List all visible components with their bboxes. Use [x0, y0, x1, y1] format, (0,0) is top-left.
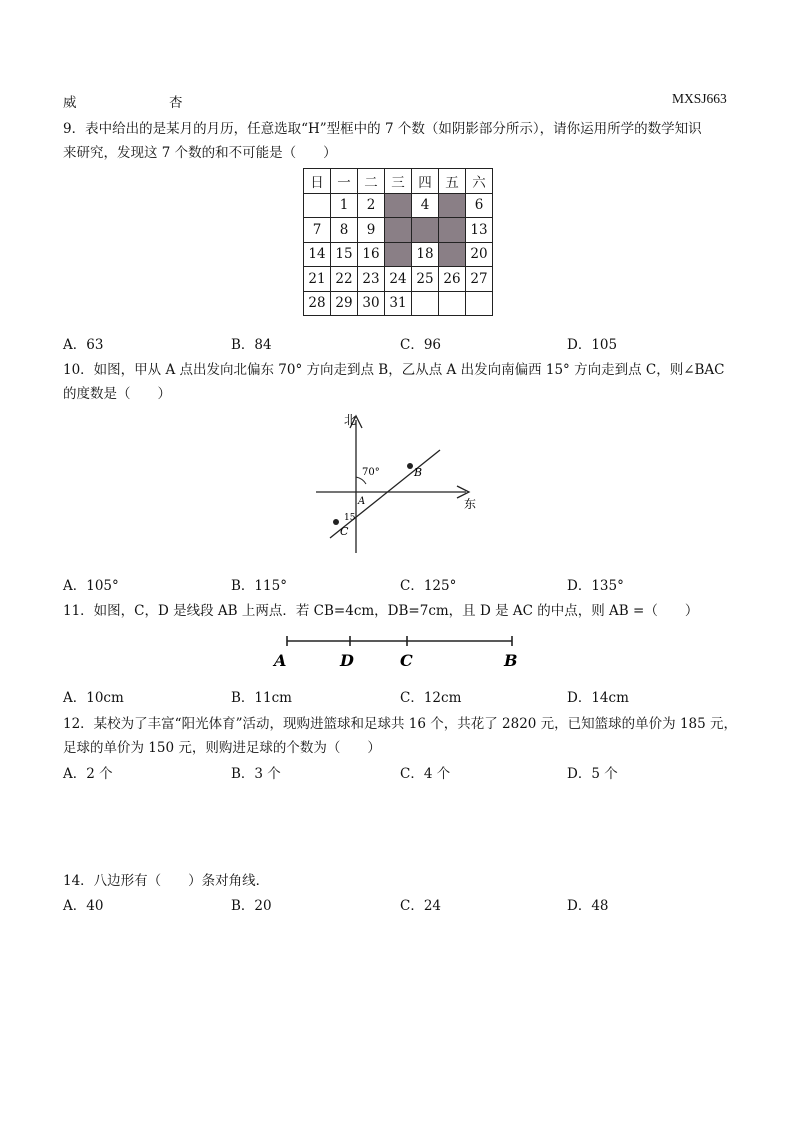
calendar-cell: 14	[304, 242, 331, 267]
angle-label-15: 15	[344, 513, 356, 523]
calendar-cell: 五	[439, 169, 466, 194]
calendar-cell: 9	[358, 218, 385, 243]
calendar-cell: 1	[331, 193, 358, 218]
q10-option-b[interactable]: B．115°	[231, 578, 287, 594]
header-mid: 杏	[169, 95, 183, 111]
header-code: MXSJ663	[672, 91, 727, 106]
q14-text-line1: 14．八边形有（ ）条对角线．	[63, 873, 270, 889]
header-left: 威	[63, 95, 77, 111]
calendar-table	[303, 168, 493, 316]
q10-option-a[interactable]: A．105°	[63, 578, 119, 594]
label-b: B	[414, 466, 423, 479]
compass-figure	[300, 408, 500, 558]
q9-text-line1: 9．表中给出的是某月的月历，任意选取“H”型框中的 7 个数（如阴影部分所示），请你运用所学的数学知识	[63, 121, 702, 137]
q12-option-d[interactable]: D．5 个	[567, 766, 618, 782]
q9-text-line2: 来研究，发现这 7 个数的和不可能是（ ）	[63, 145, 337, 161]
q11-option-d[interactable]: D．14cm	[567, 690, 629, 706]
q12-option-c[interactable]: C．4 个	[400, 766, 451, 782]
calendar-cell: 三	[385, 169, 412, 194]
calendar-cell: 23	[358, 267, 385, 292]
calendar-cell	[466, 291, 493, 316]
calendar-cell: 日	[304, 169, 331, 194]
calendar-cell-shaded	[439, 193, 466, 218]
calendar-cell-shaded	[385, 193, 412, 218]
angle-arc	[356, 477, 366, 484]
calendar-row	[304, 267, 493, 292]
q11-text-line1: 11．如图，C，D 是线段 AB 上两点．若 CB=4cm，DB=7cm，且 D 是 AC 的中点，则 AB =（ ）	[63, 603, 699, 619]
calendar-cell: 30	[358, 291, 385, 316]
segment-figure	[270, 628, 530, 676]
label-c: C	[340, 525, 349, 538]
q10-text-line2: 的度数是（ ）	[63, 386, 171, 402]
calendar-cell: 26	[439, 267, 466, 292]
calendar-cell: 一	[331, 169, 358, 194]
calendar-cell: 22	[331, 267, 358, 292]
calendar-cell: 四	[412, 169, 439, 194]
calendar-cell-shaded	[412, 218, 439, 243]
calendar-cell: 8	[331, 218, 358, 243]
calendar-cell	[304, 193, 331, 218]
q10-text-line1: 10．如图，甲从 A 点出发向北偏东 70° 方向走到点 B，乙从点 A 出发向南偏西 15° 方向走到点 C，则∠BAC	[63, 362, 725, 378]
label-b: B	[504, 651, 518, 670]
calendar-header-row	[304, 169, 493, 194]
calendar-cell: 21	[304, 267, 331, 292]
label-c: C	[400, 651, 413, 670]
calendar-cell-shaded	[439, 218, 466, 243]
calendar-cell: 6	[466, 193, 493, 218]
q11-option-b[interactable]: B．11cm	[231, 690, 292, 706]
q10-option-c[interactable]: C．125°	[400, 578, 457, 594]
calendar-cell: 4	[412, 193, 439, 218]
calendar-cell-shaded	[385, 242, 412, 267]
q10-option-d[interactable]: D．135°	[567, 578, 624, 594]
q11-option-a[interactable]: A．10cm	[63, 690, 124, 706]
calendar-cell	[412, 291, 439, 316]
q12-option-a[interactable]: A．2 个	[63, 766, 113, 782]
point-b	[407, 463, 413, 469]
calendar-row	[304, 291, 493, 316]
q12-text-line2: 足球的单价为 150 元，则购进足球的个数为（ ）	[63, 740, 381, 756]
calendar-cell: 六	[466, 169, 493, 194]
point-c	[333, 519, 339, 525]
calendar-cell: 16	[358, 242, 385, 267]
calendar-cell: 31	[385, 291, 412, 316]
calendar-row	[304, 193, 493, 218]
angle-label-70: 70°	[362, 467, 380, 478]
calendar-cell: 2	[358, 193, 385, 218]
calendar-cell: 13	[466, 218, 493, 243]
calendar-cell	[439, 291, 466, 316]
q11-option-c[interactable]: C．12cm	[400, 690, 462, 706]
label-a: A	[358, 496, 366, 507]
calendar-cell: 27	[466, 267, 493, 292]
q9-option-a[interactable]: A．63	[63, 337, 104, 353]
calendar-cell: 7	[304, 218, 331, 243]
calendar-cell: 18	[412, 242, 439, 267]
calendar-cell: 28	[304, 291, 331, 316]
calendar-cell-shaded	[385, 218, 412, 243]
q14-option-b[interactable]: B．20	[231, 898, 272, 914]
q12-text-line1: 12．某校为了丰富“阳光体育”活动，现购进篮球和足球共 16 个，共花了 2820 元，已知篮球的单价为 185 元，	[63, 716, 738, 732]
calendar-cell: 29	[331, 291, 358, 316]
q9-option-d[interactable]: D．105	[567, 337, 618, 353]
q14-option-c[interactable]: C．24	[400, 898, 442, 914]
calendar-cell: 15	[331, 242, 358, 267]
q9-option-b[interactable]: B．84	[231, 337, 272, 353]
q12-option-b[interactable]: B．3 个	[231, 766, 281, 782]
calendar-cell: 二	[358, 169, 385, 194]
q9-option-c[interactable]: C．96	[400, 337, 442, 353]
calendar-cell: 24	[385, 267, 412, 292]
label-d: D	[340, 651, 354, 670]
calendar-cell: 25	[412, 267, 439, 292]
q14-option-a[interactable]: A．40	[63, 898, 104, 914]
east-label: 东	[464, 497, 477, 511]
q14-option-d[interactable]: D．48	[567, 898, 609, 914]
calendar-cell-shaded	[439, 242, 466, 267]
label-a: A	[274, 651, 287, 670]
calendar-row	[304, 242, 493, 267]
calendar-row	[304, 218, 493, 243]
north-label: 北	[344, 413, 357, 427]
calendar-cell: 20	[466, 242, 493, 267]
